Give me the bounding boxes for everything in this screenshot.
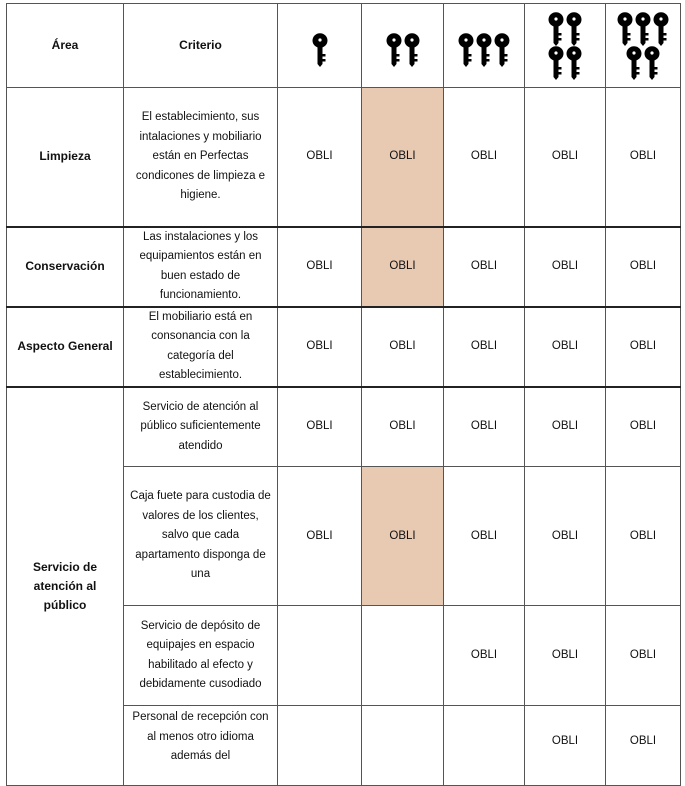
header-category-4 (525, 4, 606, 88)
header-category-5 (606, 4, 681, 88)
row-value-5: OBLI (606, 606, 681, 706)
row-value-5: OBLI (606, 467, 681, 606)
key-icon (548, 46, 564, 80)
header-category-2 (362, 4, 444, 88)
row-value-5: OBLI (606, 88, 681, 227)
key-icon (635, 12, 651, 46)
table-row (7, 307, 681, 387)
row-value-2: OBLI (362, 88, 444, 227)
key-icon (476, 33, 492, 67)
key-icon (404, 33, 420, 67)
key-icon (617, 12, 633, 46)
header-area: Área (7, 4, 124, 88)
row-criterio: El mobiliario está en consonancia con la categoría del establecimiento. (124, 307, 278, 387)
key-icon (626, 46, 642, 80)
table-row (7, 227, 681, 307)
table-row (7, 88, 681, 227)
row-value-1 (278, 606, 362, 706)
header-row (7, 4, 681, 88)
row-criterio: Servicio de atención al público suficientemente atendido (124, 387, 278, 467)
row-value-5: OBLI (606, 706, 681, 786)
key-icon (566, 12, 582, 46)
row-value-1: OBLI (278, 88, 362, 227)
row-criterio: Las instalaciones y los equipamientos están en buen estado de funcionamiento. (124, 227, 278, 307)
row-value-1: OBLI (278, 467, 362, 606)
row-value-2: OBLI (362, 227, 444, 307)
row-value-2: OBLI (362, 467, 444, 606)
header-criterio: Criterio (124, 4, 278, 88)
key-icon (312, 33, 328, 67)
key-icon (386, 33, 402, 67)
row-value-3: OBLI (444, 387, 525, 467)
row-value-1: OBLI (278, 307, 362, 387)
row-area: Limpieza (7, 88, 124, 227)
row-value-3: OBLI (444, 467, 525, 606)
row-value-2: OBLI (362, 307, 444, 387)
key-icon (644, 46, 660, 80)
row-value-2 (362, 606, 444, 706)
key-icon (494, 33, 510, 67)
row-criterio: Personal de recepción con al menos otro idioma además del (124, 706, 278, 786)
row-value-3: OBLI (444, 88, 525, 227)
row-value-3 (444, 706, 525, 786)
key-icon (566, 46, 582, 80)
header-category-3 (444, 4, 525, 88)
header-category-1 (278, 4, 362, 88)
row-value-4: OBLI (525, 88, 606, 227)
row-area: Servicio de atención al público (7, 387, 124, 786)
row-value-3: OBLI (444, 227, 525, 307)
row-value-4: OBLI (525, 227, 606, 307)
row-value-4: OBLI (525, 706, 606, 786)
classification-table (6, 3, 681, 786)
row-area: Aspecto General (7, 307, 124, 387)
row-value-4: OBLI (525, 606, 606, 706)
row-value-2 (362, 706, 444, 786)
row-value-3: OBLI (444, 606, 525, 706)
row-area: Conservación (7, 227, 124, 307)
row-criterio: Caja fuete para custodia de valores de los clientes, salvo que cada apartamento disponga de una (124, 467, 278, 606)
row-value-4: OBLI (525, 307, 606, 387)
row-value-3: OBLI (444, 307, 525, 387)
table-row (7, 387, 681, 467)
row-value-5: OBLI (606, 387, 681, 467)
row-value-2: OBLI (362, 387, 444, 467)
row-value-5: OBLI (606, 307, 681, 387)
key-icon (458, 33, 474, 67)
row-criterio: El establecimiento, sus intalaciones y mobiliario están en Perfectas condicones de limpieza e higiene. (124, 88, 278, 227)
key-icon (653, 12, 669, 46)
row-value-1: OBLI (278, 227, 362, 307)
row-value-4: OBLI (525, 387, 606, 467)
row-value-1: OBLI (278, 387, 362, 467)
row-value-4: OBLI (525, 467, 606, 606)
row-value-5: OBLI (606, 227, 681, 307)
key-icon (548, 12, 564, 46)
row-criterio: Servicio de depósito de equipajes en espacio habilitado al efecto y debidamente cusodiado (124, 606, 278, 706)
row-value-1 (278, 706, 362, 786)
